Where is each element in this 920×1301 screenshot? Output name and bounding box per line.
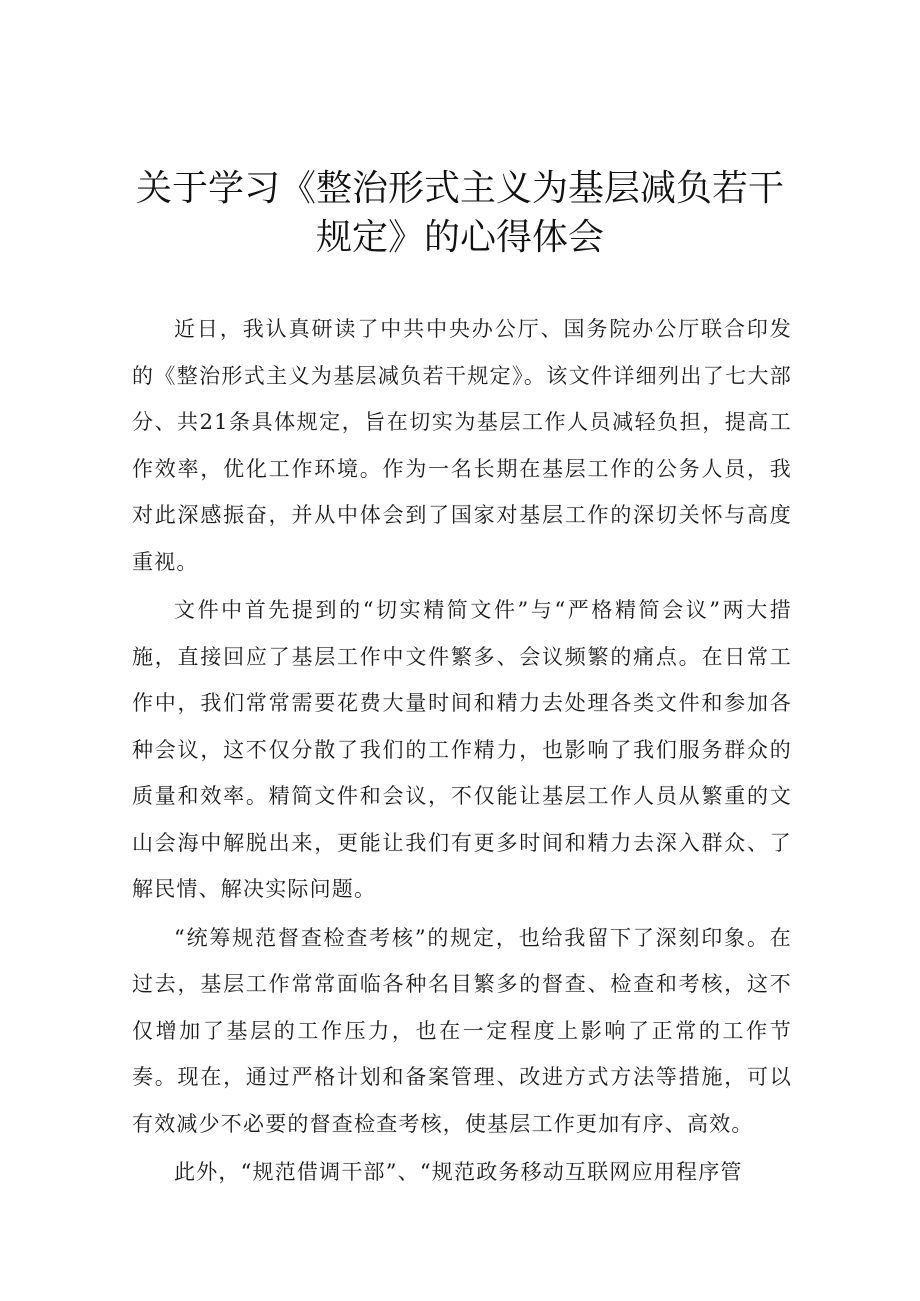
paragraph-1: 近日，我认真研读了中共中央办公厅、国务院办公厅联合印发的《整治形式主义为基层减负若干规定》。该文件详细列出了七大部分、共21条具体规定，旨在切实为基层工作人员减轻负担，提高工作效率，优化工作环境。作为一名长期在基层工作的公务人员，我对此深感振奋，并从中体会到了国家对基层工作的深切关怀与高度重视。 <box>132 317 792 574</box>
document-title-line-2: 规定》的心得体会 <box>315 217 604 258</box>
document-body <box>132 306 792 1198</box>
paragraph-3: “统筹规范督查检查考核”的规定，也给我留下了深刻印象。在过去，基层工作常常面临各种名目繁多的督查、检查和考核，这不仅增加了基层的工作压力，也在一定程度上影响了正常的工作节奏。现在，通过严格计划和备案管理、改进方式方法等措施，可以有效减少不必要的督查检查考核，使基层工作更加有序、高效。 <box>132 925 792 1136</box>
paragraph-2: 文件中首先提到的“切实精简文件”与“严格精简会议”两大措施，直接回应了基层工作中文件繁多、会议频繁的痛点。在日常工作中，我们常常需要花费大量时间和精力去处理各类文件和参加各种会议，这不仅分散了我们的工作精力，也影响了我们服务群众的质量和效率。精简文件和会议，不仅能让基层工作人员从繁重的文山会海中解脱出来，更能让我们有更多时间和精力去深入群众、了解民情、解决实际问题。 <box>132 598 792 901</box>
document-title-line-1: 关于学习《整治形式主义为基层减负若干 <box>135 168 784 209</box>
paragraph-4: 此外，“规范借调干部”、“规范政务移动互联网应用程序管 <box>174 1160 743 1184</box>
